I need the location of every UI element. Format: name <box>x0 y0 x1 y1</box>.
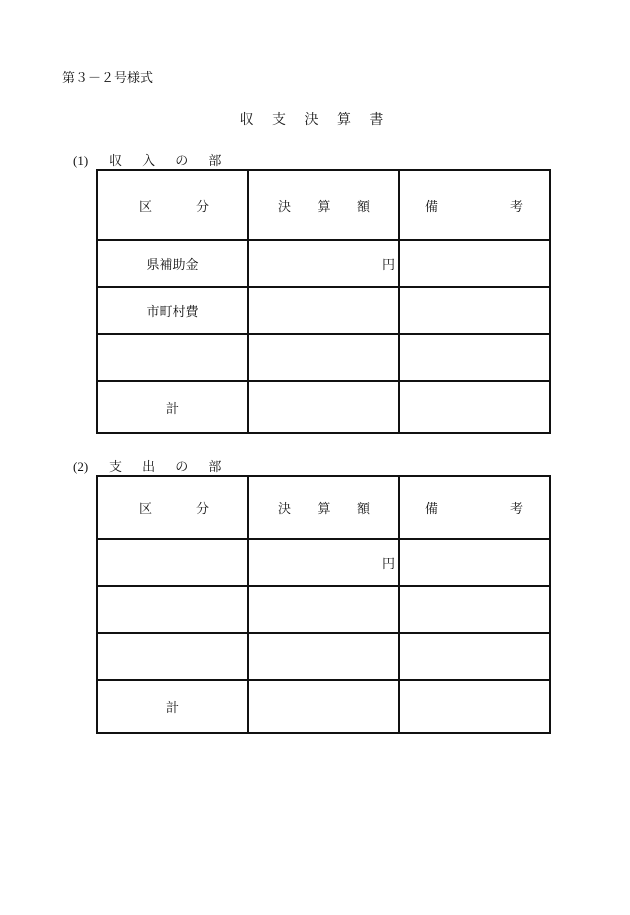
section-number: (1) <box>73 153 89 168</box>
total-row <box>97 381 550 433</box>
expense-section-heading <box>73 456 229 475</box>
total-amount-cell[interactable] <box>248 680 399 733</box>
form-number: 第３－２号様式 <box>62 71 154 86</box>
total-label: 計 <box>97 381 248 433</box>
category-cell[interactable]: 県補助金 <box>97 240 248 287</box>
remarks-cell[interactable] <box>399 287 550 334</box>
header-char: 考 <box>509 502 523 517</box>
amount-cell[interactable] <box>248 633 399 680</box>
table-header-row <box>97 476 550 539</box>
remarks-cell[interactable] <box>399 633 550 680</box>
total-remarks-cell[interactable] <box>399 381 550 433</box>
header-char: 算 <box>317 199 331 215</box>
total-label: 計 <box>97 680 248 733</box>
total-amount-cell[interactable] <box>248 381 399 433</box>
total-remarks-cell[interactable] <box>399 680 550 733</box>
header-char: 備 <box>425 199 439 215</box>
header-remarks <box>399 170 550 240</box>
header-char: 分 <box>195 199 209 215</box>
category-cell[interactable] <box>97 539 248 586</box>
category-cell[interactable] <box>97 586 248 633</box>
table-row <box>97 240 550 287</box>
section-name: 支 出 の 部 <box>109 460 230 475</box>
header-char: 考 <box>509 199 523 215</box>
category-cell[interactable]: 市町村費 <box>97 287 248 334</box>
header-char: 区 <box>139 199 153 215</box>
table-row <box>97 539 550 586</box>
category-cell[interactable] <box>97 334 248 381</box>
section-name: 収 入 の 部 <box>109 154 230 169</box>
table-header-row <box>97 170 550 240</box>
header-char: 決 <box>278 199 292 215</box>
income-table <box>96 169 551 434</box>
remarks-cell[interactable] <box>399 240 550 287</box>
header-category <box>97 476 248 539</box>
table-row <box>97 334 550 381</box>
header-category <box>97 170 248 240</box>
remarks-cell[interactable] <box>399 586 550 633</box>
remarks-cell[interactable] <box>399 334 550 381</box>
remarks-cell[interactable] <box>399 539 550 586</box>
income-section-heading <box>73 150 229 169</box>
table-row <box>97 586 550 633</box>
header-char: 額 <box>356 502 370 517</box>
table-row <box>97 287 550 334</box>
amount-cell[interactable] <box>248 287 399 334</box>
expense-table <box>96 475 551 734</box>
header-char: 分 <box>195 502 209 517</box>
section-number: (2) <box>73 459 89 474</box>
header-remarks <box>399 476 550 539</box>
header-amount <box>248 476 399 539</box>
total-row <box>97 680 550 733</box>
header-char: 額 <box>356 199 370 215</box>
category-cell[interactable] <box>97 633 248 680</box>
header-amount <box>248 170 399 240</box>
amount-cell[interactable]: 円 <box>248 240 399 287</box>
amount-cell[interactable] <box>248 586 399 633</box>
document-title: 収 支 決 算 書 <box>239 112 391 128</box>
header-char: 備 <box>425 502 439 517</box>
amount-cell[interactable] <box>248 334 399 381</box>
header-char: 決 <box>278 502 292 517</box>
amount-cell[interactable]: 円 <box>248 539 399 586</box>
table-row <box>97 633 550 680</box>
header-char: 区 <box>139 502 153 517</box>
header-char: 算 <box>317 502 331 517</box>
